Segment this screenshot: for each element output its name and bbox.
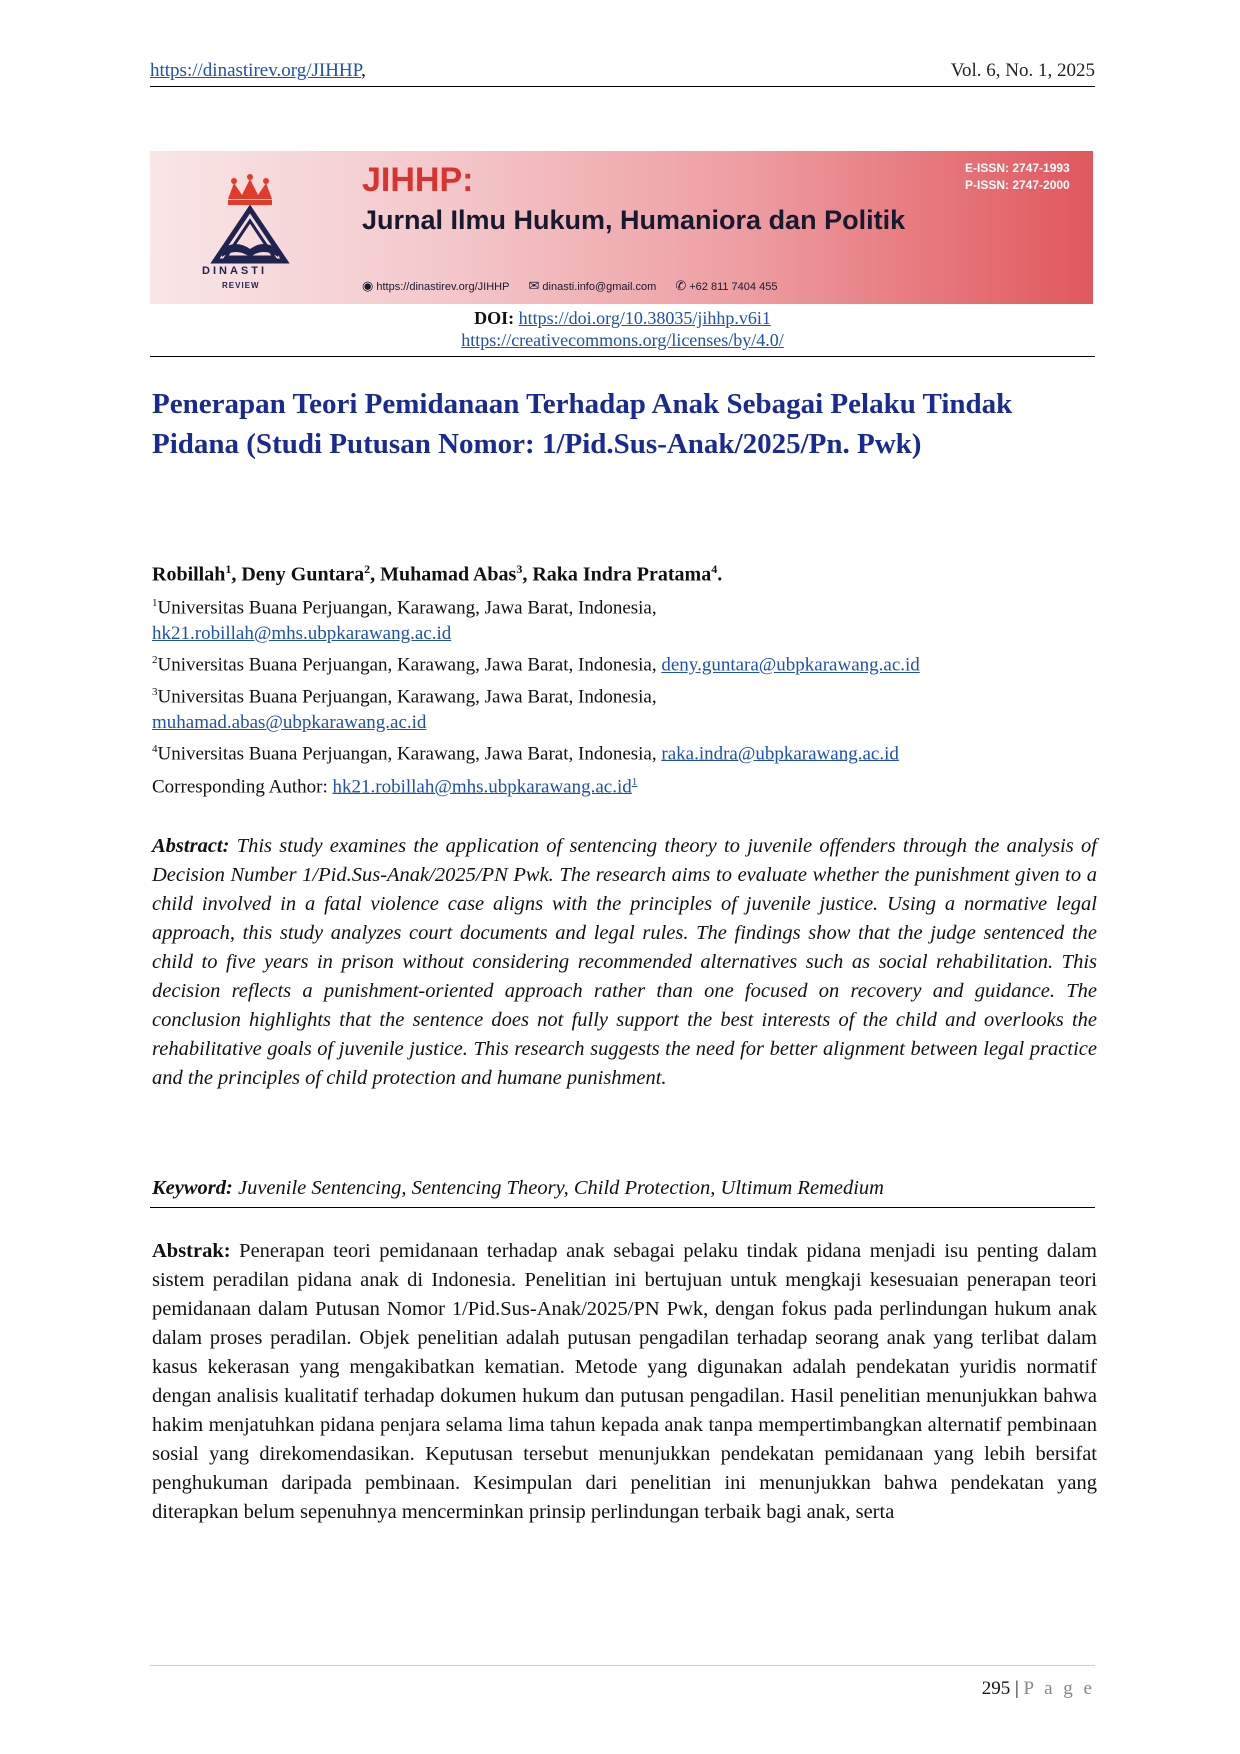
logo-name: DINASTI (202, 265, 267, 277)
abstract-text: This study examines the application of sentencing theory to juvenile offenders through the analysis of Decision Number 1/Pid.Sus-Anak/2025/PN Pwk. The research aims to evaluate whether the punishment given to a child involved in a fatal violence case aligns with the principles of juvenile justice. Using a normative legal approach, this study analyzes court documents and legal rules. The findings show that the judge sentenced the child to five years in prison without considering recommended alternatives such as social rehabilitation. This decision reflects a punishment-oriented approach rather than one focused on recovery and guidance. The conclusion highlights that the sentence does not fully support the best interests of the child and overlooks the rehabilitative goals of juvenile justice. This research suggests the need for better alignment between legal practice and the principles of child protection and humane punishment. (152, 835, 1097, 1089)
author-list (152, 562, 722, 587)
doi-link[interactable]: https://doi.org/10.38035/jihhp.v6i1 (518, 308, 771, 328)
e-issn: E-ISSN: 2747-1993 (965, 161, 1070, 175)
banner-phone: +62 811 7404 455 (689, 281, 778, 293)
affiliation-item: $^1$Universitas Buana Perjuangan, Karawang, Jawa Barat, Indonesia, hk21.robillah@mhs.ubpkarawang.ac.id (152, 597, 657, 645)
article-title: Penerapan Teori Pemidanaan Terhadap Anak Sebagai Pelaku Tindak Pidana (Studi Putusan Nomor: 1/Pid.Sus-Anak/2025/Pn. Pwk) (152, 388, 1013, 460)
banner-email: dinasti.info@gmail.com (542, 281, 657, 293)
author-separator: , (231, 563, 242, 586)
author-name: Deny Guntara (241, 563, 365, 586)
author-separator: . (717, 563, 723, 586)
p-issn: P-ISSN: 2747-2000 (965, 178, 1070, 192)
affiliation-item: $^4$Universitas Buana Perjuangan, Karawang, Jawa Barat, Indonesia, raka.indra@ubpkarawang.ac.id (152, 742, 899, 765)
logo-subtitle: REVIEW (222, 281, 260, 290)
affiliation-email-link[interactable]: raka.indra@ubpkarawang.ac.id (661, 743, 899, 765)
corresponding-email-link[interactable]: hk21.robillah@mhs.ubpkarawang.ac.id (332, 776, 632, 798)
page-word: P a g e (1023, 1678, 1095, 1699)
author-number: 2 (364, 562, 371, 576)
author-separator: , (370, 563, 381, 586)
abstract-label: Abstract: (152, 835, 230, 857)
header-rule (150, 86, 1095, 87)
journal-abbreviation: JIHHP: (362, 161, 474, 199)
running-header (150, 60, 1095, 86)
volume-info: Vol. 6, No. 1, 2025 (950, 60, 1095, 81)
affiliation-email-link[interactable]: hk21.robillah@mhs.ubpkarawang.ac.id (152, 623, 452, 645)
affiliation-item: $^2$Universitas Buana Perjuangan, Karawang, Jawa Barat, Indonesia, deny.guntara@ubpkarawang.ac.id (152, 654, 920, 676)
affiliation-email-link[interactable]: deny.guntara@ubpkarawang.ac.id (661, 654, 920, 676)
author-name: Muhamad Abas (380, 563, 517, 586)
journal-banner (150, 151, 1093, 304)
corresponding-label: Corresponding Author: (152, 776, 333, 798)
author-number: 4 (711, 562, 718, 576)
abstrak-label: Abstrak: (152, 1240, 231, 1262)
author-separator: , (522, 563, 533, 586)
abstract (152, 832, 1097, 1093)
author-name: Robillah (152, 563, 226, 586)
mail-icon: ✉ (528, 278, 540, 293)
journal-url-suffix: , (361, 60, 366, 81)
keywords (152, 1177, 884, 1200)
footer-separator: | (1010, 1678, 1024, 1699)
author-name: Raka Indra Pratama (532, 563, 712, 586)
doi-rule (150, 356, 1095, 357)
phone-icon: ✆ (675, 278, 687, 293)
keyword-text: Juvenile Sentencing, Sentencing Theory, Child Protection, Ultimum Remedium (232, 1177, 884, 1199)
journal-url-link[interactable]: https://dinastirev.org/JIHHP (150, 60, 362, 81)
page-footer (982, 1678, 1095, 1700)
author-number: 1 (225, 562, 232, 576)
doi-block (150, 307, 1095, 351)
keyword-label: Keyword: (152, 1177, 233, 1199)
keyword-rule (150, 1207, 1095, 1208)
corresponding-author (152, 776, 637, 798)
journal-full-name: Jurnal Ilmu Hukum, Humaniora dan Politik (362, 205, 906, 235)
footnote-link[interactable]: 1 (631, 776, 638, 788)
banner-contacts (362, 278, 793, 294)
globe-icon: ◉ (362, 278, 374, 293)
doi-label: DOI: (474, 308, 515, 328)
license-link[interactable]: https://creativecommons.org/licenses/by/4.0/ (461, 330, 784, 350)
abstrak-text: Penerapan teori pemidanaan terhadap anak sebagai pelaku tindak pidana menjadi isu penting dalam sistem peradilan pidana anak di Indonesia. Penelitian ini bertujuan untuk mengkaji kesesuaian penerapan teori pemidanaan dalam Putusan Nomor 1/Pid.Sus-Anak/2025/PN Pwk, dengan fokus pada perlindungan hukum anak dalam proses peradilan. Objek penelitian adalah putusan pengadilan terhadap seorang anak yang terlibat dalam kasus kekerasan yang mengakibatkan kematian. Metode yang digunakan adalah pendekatan yuridis normatif dengan analisis kualitatif terhadap dokumen hukum dan putusan pengadilan. Hasil penelitian menunjukkan bahwa hakim menjatuhkan pidana penjara selama lima tahun kepada anak tanpa mempertimbangkan alternatif pembinaan sosial yang direkomendasikan. Keputusan tersebut menunjukkan pendekatan pemidanaan yang lebih bersifat penghukuman daripada pembinaan. Kesimpulan dari penelitian ini menunjukkan bahwa pendekatan yang diterapkan belum sepenuhnya mencerminkan prinsip perlindungan terbaik bagi anak, serta (152, 1240, 1097, 1523)
footer-rule (150, 1665, 1095, 1666)
abstrak (152, 1237, 1097, 1527)
author-number: 3 (516, 562, 523, 576)
page-number: 295 (981, 1678, 1011, 1699)
affiliation-email-link[interactable]: muhamad.abas@ubpkarawang.ac.id (152, 711, 427, 733)
affiliation-item: $^3$Universitas Buana Perjuangan, Karawang, Jawa Barat, Indonesia, muhamad.abas@ubpkarawang.ac.id (152, 685, 657, 733)
affiliation-list (152, 590, 1097, 767)
banner-web: https://dinastirev.org/JIHHP (376, 281, 510, 293)
